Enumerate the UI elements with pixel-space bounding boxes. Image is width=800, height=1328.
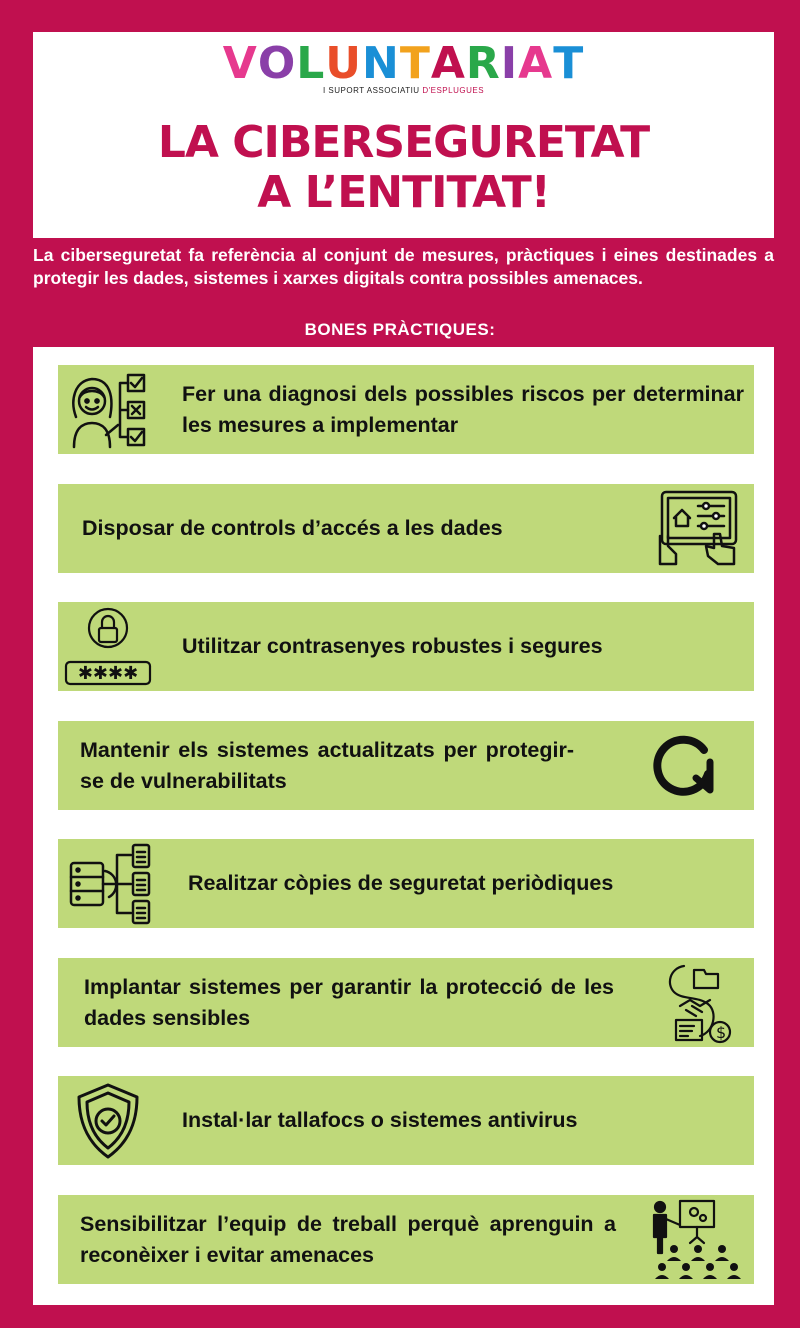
page-title-line2: A L’ENTITAT! bbox=[257, 167, 550, 218]
practice-text-2: Disposar de controls d’accés a les dades bbox=[82, 516, 503, 540]
server-backup-icon bbox=[58, 839, 168, 928]
handshake-data-icon bbox=[644, 958, 754, 1047]
practices-panel bbox=[33, 347, 774, 1305]
practice-text-1: Fer una diagnosi dels possibles riscos per determinar les mesures a implementar bbox=[182, 381, 744, 437]
page-title-line1: LA CIBERSEGURETAT bbox=[157, 117, 650, 168]
practice-item-8 bbox=[58, 1195, 754, 1284]
password-mask: ✱✱✱✱ bbox=[77, 662, 139, 684]
logo-letter: O bbox=[257, 38, 297, 89]
padlock-password-icon bbox=[58, 602, 158, 691]
logo-letter: R bbox=[465, 38, 501, 89]
header-card bbox=[33, 32, 774, 238]
practice-text-4: Mantenir els sistemes actualitzats per protegir-se de vulnerabilitats bbox=[80, 737, 574, 793]
logo-letter: T bbox=[399, 38, 431, 89]
logo-letter: U bbox=[325, 38, 362, 89]
logo-letter: I bbox=[500, 38, 519, 89]
logo-subtitle bbox=[33, 86, 774, 95]
practice-item-7 bbox=[58, 1076, 754, 1165]
practice-item-2 bbox=[58, 484, 754, 573]
logo-letter: A bbox=[430, 38, 466, 89]
logo-letter: N bbox=[362, 38, 400, 89]
logo-subtitle-prefix: I SUPORT ASSOCIATIU bbox=[322, 86, 420, 95]
shield-check-icon bbox=[58, 1076, 158, 1165]
refresh-icon bbox=[614, 721, 754, 810]
svg-text:$: $ bbox=[716, 1022, 727, 1042]
checklist-person-icon bbox=[58, 365, 158, 454]
practice-text-3: Utilitzar contrasenyes robustes i segures bbox=[182, 634, 603, 658]
practice-text-8: Sensibilitzar l’equip de treball perquè aprenguin a reconèixer i evitar amenaces bbox=[80, 1211, 616, 1267]
practice-text-7: Instal·lar tallafocs o sistemes antivirus bbox=[182, 1108, 578, 1132]
practice-item-3 bbox=[58, 602, 754, 691]
logo bbox=[33, 38, 774, 95]
section-title: BONES PRÀCTIQUES: bbox=[304, 320, 496, 339]
practice-item-4 bbox=[58, 721, 754, 810]
intro-text: La ciberseguretat fa referència al conjunt de mesures, pràctiques i eines destinades a protegir les dades, sistemes i xarxes digitals contra possibles amenaces. bbox=[33, 245, 774, 288]
logo-subtitle-suffix: D'ESPLUGUES bbox=[422, 86, 485, 95]
training-audience-icon bbox=[634, 1195, 754, 1284]
logo-letter: L bbox=[296, 38, 326, 89]
logo-letter: V bbox=[222, 38, 258, 89]
tablet-controls-icon bbox=[644, 484, 754, 573]
logo-letter: T bbox=[553, 38, 585, 89]
logo-wordmark bbox=[33, 38, 774, 90]
practice-item-5 bbox=[58, 839, 754, 928]
practice-text-5: Realitzar còpies de seguretat periòdiques bbox=[188, 871, 614, 895]
practice-text-6: Implantar sistemes per garantir la protecció de les dades sensibles bbox=[84, 974, 614, 1030]
practice-item-1 bbox=[58, 365, 754, 454]
logo-letter: A bbox=[518, 38, 554, 89]
page-title bbox=[33, 118, 774, 218]
practice-item-6 bbox=[58, 958, 754, 1047]
